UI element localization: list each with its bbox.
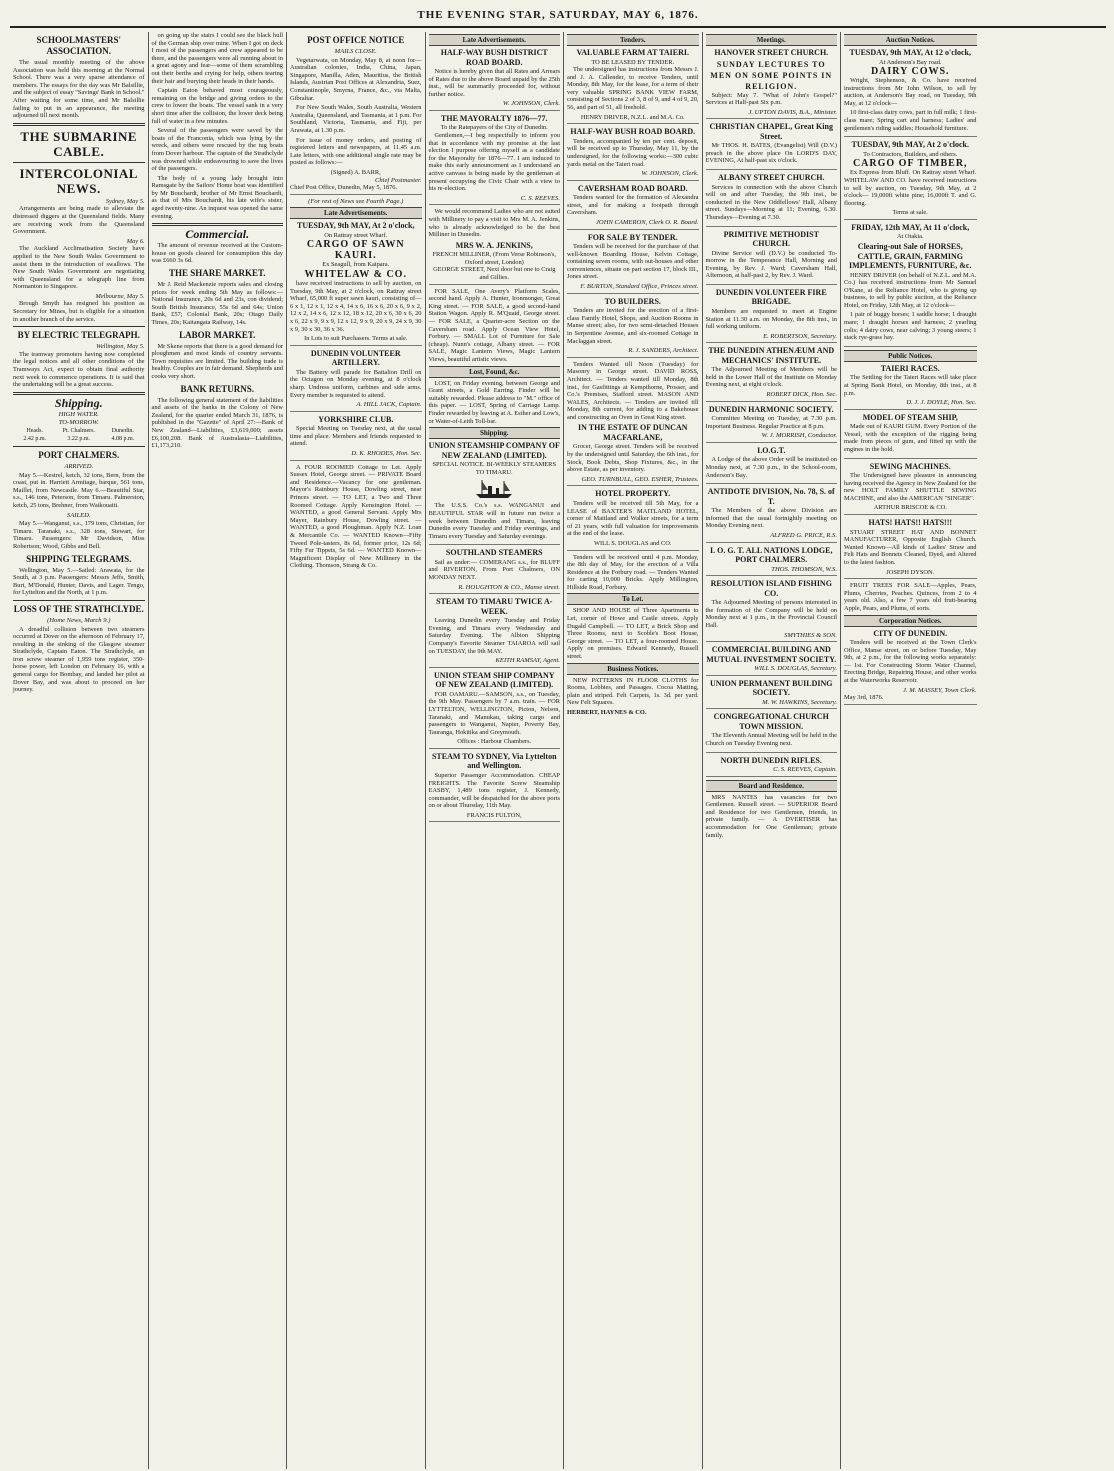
- advertisement: [567, 233, 699, 294]
- ad-sig: J. M. MASSEY, Town Clerk.: [902, 686, 977, 694]
- ad-title: DUNEDIN HARMONIC SOCIETY.: [708, 404, 834, 414]
- ad-title: THE MAYORALTY 1876—77.: [441, 113, 548, 123]
- paragraph: Several of the passengers were saved by the boats of the Franconia, which was lying by the wreck, and others were rescued by the tug boats from Dover harbour. The captain of the Strathclyde was drowned while endeavouring to save the lives of the passengers.: [151, 127, 283, 173]
- ad-sig: THOS. THOMSON, W.S.: [771, 565, 837, 573]
- paragraph: The Auckland Acclimatisation Society have applied to the New South Wales Government to assist them in the introduction of swallows. The New South Wales Government are negotiating with Queensland for a telegraph line from Normanton to Singapore.: [13, 245, 145, 291]
- ad-sig: ROBERT DICK, Hon. Sec.: [766, 391, 837, 399]
- signature: Chief Post Office, Dunedin, May 5, 1876.: [290, 184, 398, 192]
- classified-ads: A FOUR ROOMED Cottage to Let. Apply Sussex Hotel, George street. — PRIVATE Board and Residence.—Vacancy for one gentleman. Mayor's Rainbury House, Dowling street, near Princes street. — TO LET, a Two and Three Roomed Cottage. Apply Kensington Hotel. — WANTED, a good General Servant. Apply Mrs Mayer, Rainbury House, Dowling street. — WANTED, a good Ploughman. Apply N.Z. Loan & Mercantile Co. — WANTED Known—Fifty Tweed Pole-tasters, 8s 6d, former price, 12s 6d; Fifty Fur Tippets, 5s 6d. — WANTED Known—Magnificent Display of New Millinery in the Clothing. Thomson, Strang & Co.: [290, 463, 422, 570]
- ad-title: Clearing-out Sale of HORSES, CATTLE, GRAIN, FARMING IMPLEMENTS, FURNITURE, &c.: [849, 242, 972, 270]
- section-bar: Shipping.: [429, 427, 561, 439]
- advertisement: [706, 288, 838, 343]
- ad-body: Members are requested to meet at Engine Station at 11.30 a.m. on Monday, the 8th inst., in full working uniform.: [705, 307, 837, 331]
- heading: THE SHARE MARKET.: [168, 268, 266, 279]
- section-bar: Business Notices.: [567, 663, 699, 675]
- ad-title: SEWING MACHINES.: [869, 461, 951, 471]
- ad-sig: A. HILL JACK, Captain.: [356, 401, 422, 409]
- advertisement: [429, 208, 561, 284]
- ad-title: COMMERCIAL BUILDING AND MUTUAL INVESTMENT SOCIETY.: [706, 645, 837, 664]
- paragraph: on going up the stairs I could see the black hull of the German ship over mine. When I got on deck I most of the passengers and crew appeared to be there, and the passengers were all running about in a great agony and fear—some of them scrambling out their berths and crying for help, others tearing their hair and burying their heads in their hands.: [151, 32, 283, 85]
- board-ads: MRS NANTES has vacancies for two Gentlemen. Russell street. — SUPERIOR Board and Residence for two Gentlemen, friends, in private family. — A DVERTISER has accommodation for One Gentleman; private family.: [705, 793, 837, 839]
- ad-title: DUNEDIN VOLUNTEER FIRE BRIGADE.: [715, 287, 827, 307]
- ad-title: I. O. G. T. ALL NATIONS LODGE, PORT CHALMERS.: [710, 545, 833, 565]
- heading: SHIPPING TELEGRAMS.: [26, 553, 132, 564]
- ad-sig: D. J. J. DOYLE, Hon. Sec.: [906, 399, 977, 407]
- ad-sub: TO BE LEASED BY TENDER.: [591, 58, 675, 66]
- advertisement: [844, 48, 977, 137]
- ad-title: STEAM TO SYDNEY, Via Lyttelton and Wellington.: [431, 751, 557, 771]
- classified-ads: Tenders Wanted till Noon (Tuesday) for Masonry in George street. DAVID ROSS, Architect. — Tenders wanted till Monday, 8th inst., for Gasfittings at Kempthorne, Prosser, and Co.'s Premises, Stafford street. MASON AND WALES, Architects. — Tenders are invited till Monday, 8th current, for adding to a Bakehouse and constructing an Oven in Great King street.: [567, 360, 699, 421]
- advertisement: [844, 413, 977, 459]
- ad-body: Ex Express from Bluff. On Rattray street Wharf. WHITELAW AND CO. have received instructions to sell by auction, on Tuesday, 9th May, at 2 o'clock— 19,000ft white pine; 16,000ft T. and G. flooring.: [844, 169, 977, 207]
- ad-list: 1 pair of buggy horses; 1 saddle horse; 1 draught mare; 1 draught horses and harness; 2 yearling colts; 4 dairy cows, near calving; 3 young steers; 1 stack rye-grass hay.: [844, 311, 977, 342]
- section-bar: Tenders.: [567, 34, 699, 46]
- subheading: MAILS CLOSE.: [334, 48, 377, 55]
- dateline: May 6.: [126, 237, 145, 245]
- ad-body: The Adjourned Meeting of persons interested in the formation of the Company will be held on Monday next at 1 p.m., in the Provincial Council Hall.: [705, 599, 837, 629]
- ad-body: FOR OAMARU.—SAMSON, s.s., on Tuesday, the 9th May. Passengers by 7 a.m. train. — FOR LYTTELTON, WELLINGTON, Picton, Nelson, Taranaki, and Manukau, taking cargo and passengers to Wanganui, Napier, Poverty Bay, Tauranga, Hokitika and Greymouth.: [428, 690, 560, 736]
- ad-body: Services in connection with the above Church will on and after Tuesday, the 9th inst., be conducted in the New Oddfellows' Hall, Albany street. Sundays—Morning at 11; Evening, 6.30. Thursdays—Evening at 7.30.: [705, 183, 837, 221]
- ad-body: HENRY DRIVER (on behalf of N.Z.L. and M.A. Co.) has received instructions from Mr Samuel O'Kane, at the Reliance Hotel, who is giving up business, to sell by public auction, at the Reliance Hotel, on Friday, 12th May, at 12 o'clock—: [844, 271, 977, 309]
- ad-title: HALF-WAY BUSH DISTRICT ROAD BOARD.: [440, 48, 548, 67]
- advertisement: [706, 487, 838, 542]
- ad-sig: Offices : Harbour Chambers.: [457, 738, 532, 746]
- ad-title: NORTH DUNEDIN RIFLES.: [720, 755, 822, 765]
- ad-body: Superior Passenger Accommodation. CHEAP FREIGHTS. The Favorite Screw Steamship EASBY, 1,489 tons register, J. Kennedy, commander, will be despatched for the above ports on or about Thursday, 11th May.: [428, 771, 560, 810]
- paragraph: For New South Wales, South Australia, Western Australia, Queensland, and Tasmania, at 1 p.m. For Southland, Victoria, Tasmania, and Fiji, per Arawata, at 1.30 p.m.: [290, 104, 422, 134]
- heading: BANK RETURNS.: [180, 383, 254, 394]
- ad-body: A Lodge of the above Order will be instituted on Monday next, at 7.30 p.m., in the School-room, Anderson's Bay.: [705, 456, 837, 479]
- section-bar: Public Notices.: [844, 350, 977, 362]
- paragraph: Wellington, May 5.—Sailed: Arawata, for the South, at 3 p.m. Passengers: Messrs Jeffs, Smith, Burt, M'Donald, Hunter, Davis, and Lager. Tengo, for Lyttelton and the North, at 1 p.m.: [13, 566, 145, 597]
- ad-body: Leaving Dunedin every Tuesday and Friday Evening, and Timaru every Wednesday and Saturday Evening. The Albion Shipping Company's Favorite Steamer TAIAROA will sail on TUESDAY, the 9th MAY.: [428, 617, 560, 655]
- ad-title: HALF-WAY BUSH ROAD BOARD.: [570, 127, 696, 137]
- paragraph: May 5.—Kestrel, ketch, 32 tons, Bern, from the coast, put in. Harriett Armitage, barque, 561 tons, Maillet, from Newcastle. May 6.—Beautiful Star, s.s., 146 tons, Peterson, from Timaru. Palmerston, ketch, 25 tons, Brehner, from Waikouaiti.: [13, 471, 145, 509]
- ad-sig: JOHN CAMERON, Clerk O. R. Board.: [596, 219, 699, 226]
- ad-body: The Adjourned Meeting of Members will be held in the Lower Hall of the Institute on Monday Evening next, at eight o'clock.: [705, 366, 837, 389]
- ad-title: IN THE ESTATE OF DUNCAN MACFARLANE,: [578, 423, 688, 442]
- tide-col: Pt. Chalmers.: [62, 428, 95, 434]
- ad-date: TUESDAY, 9th MAY, At 2 o'clock,: [296, 221, 415, 231]
- advertisement: [429, 48, 561, 111]
- dateline: Melbourne, May 5.: [95, 292, 145, 300]
- tide-table-header: [13, 428, 145, 435]
- ad-sub: SPECIAL NOTICE. BI-WEEKLY STEAMERS TO TIMARU.: [432, 461, 556, 476]
- column-3: [287, 32, 426, 1469]
- tide-sub: TO-MORROW.: [58, 419, 99, 427]
- ad-date: TUESDAY, 9th MAY, At 2 o'clock.: [851, 140, 969, 150]
- ad-body: Gentlemen,—I beg respectfully to inform you that in accordance with my promise at the last election I purpose offering myself as a candidate for the Mayoralty for 1876—77. I am induced to make this early announcement as I understand an active canvass is being made by the gentleman at present occupying the Civic Chair with a view to his re-election.: [428, 132, 560, 193]
- ad-body: Tenders, accompanied by ten per cent. deposit, will be received up to Thursday, May 11, by the undersigned, for the following works:—300 cubic yards metal on the Taieri road.: [567, 137, 699, 168]
- tide-val: 4.08 p.m.: [111, 436, 135, 442]
- ad-title: FOR SALE BY TENDER.: [587, 232, 678, 242]
- ad-sig: M. W. HAWKINS, Secretary.: [762, 698, 837, 706]
- advertisement: [844, 629, 977, 705]
- advertisement: [706, 446, 838, 484]
- ad-title: CONGREGATIONAL CHURCH TOWN MISSION.: [713, 712, 829, 731]
- divider: [13, 392, 145, 395]
- advertisement: [429, 597, 561, 668]
- ad-body: The Battery will parade for Battalion Drill on the Octagon on Monday evening, at 8 o'clock sharp. Undress uniform, carbines and side arms. Every member is requested to attend.: [290, 368, 422, 399]
- advertisement: [844, 140, 977, 220]
- paragraph: Captain Eaton behaved most courageously, remaining on the bridge and giving orders to the crew to lower the boats. The vessel sank in a very short time after the collision, the lower deck being full of water in a few minutes.: [151, 87, 283, 125]
- divider: [152, 223, 284, 226]
- ad-body: Wright, Stephenson, & Co. have received instructions from Mr John Wilson, to sell by auction, at Anderson's Bay road, on Tuesday, 9th May, at 12 o'clock—: [844, 77, 977, 107]
- paragraph: Arrangements are being made to alleviate the distressed diggers at the Queensland fields. Many are receiving work from the Queensland Government.: [13, 205, 145, 236]
- advertisement: [429, 671, 561, 749]
- subheading: (Home News, March 9.): [47, 616, 111, 624]
- ad-date: May 3rd, 1876.: [844, 694, 884, 702]
- advertisement: [706, 645, 838, 676]
- heading: SCHOOLMASTERS' ASSOCIATION.: [36, 35, 122, 56]
- columns: [10, 32, 1106, 1469]
- ad-body: Committee Meeting on Tuesday, at 7.30 p.m. Important Business. Regular Practice at 8 p.m.: [705, 415, 837, 430]
- ad-body: The Eleventh Annual Meeting will be held in the Church on Tuesday Evening next.: [705, 732, 837, 747]
- ad-date: TUESDAY, 9th MAY, At 12 o'clock,: [849, 48, 971, 57]
- ad-title: YORKSHIRE CLUB.: [318, 414, 394, 424]
- paragraph: For issue of money orders, and posting of registered letters and newspapers, at 11.45 a.m. Late letters, with one additional single rate may be posted as follows:—: [290, 136, 422, 167]
- ad-title: MRS W. A. JENKINS,: [455, 240, 533, 250]
- ad-title: SOUTHLAND STEAMERS: [445, 548, 543, 558]
- dateline: Wellington, May 5.: [96, 343, 145, 351]
- advertisement: [706, 48, 838, 119]
- ad-sig: SMYTHIES & SON.: [784, 631, 837, 639]
- ad-sig: KEITH RAMSAY, Agent.: [495, 657, 560, 665]
- ad-body: We would recommend Ladies who are not suited with Millinery to pay a visit to Mrs M. A. Jenkins, who is already acknowledged to be the best Milliner in Dunedin.: [428, 208, 560, 239]
- ad-title: VALUABLE FARM AT TAIERI.: [576, 48, 689, 57]
- ad-sub: To the Ratepayers of the City of Dunedin.: [440, 124, 548, 132]
- advertisement: [290, 415, 422, 461]
- ad-title: THE DUNEDIN ATHENÆUM AND MECHANICS' INSTITUTE.: [708, 346, 835, 365]
- section-bar: Late Advertisements.: [290, 207, 422, 219]
- ad-body: Special Meeting on Tuesday next, at the usual time and place. Members and friends requested to attend.: [290, 425, 422, 448]
- ad-title: UNION PERMANENT BUILDING SOCIETY.: [709, 678, 833, 698]
- section-bar: Board and Residence.: [706, 780, 838, 792]
- ad-body: The Members of the above Division are informed that the usual fortnightly meeting on Monday Evening next.: [705, 507, 837, 530]
- tide-title: HIGH WATER.: [58, 410, 99, 418]
- column-1: [10, 32, 149, 1469]
- notice: (For rest of News see Fourth Page.): [308, 197, 404, 205]
- ad-sub: FRENCH MILLINER, (From Verse Robinson's, Oxford street, London): [432, 251, 557, 266]
- tide-col: Dunedin.: [111, 428, 134, 434]
- ad-title: RESOLUTION ISLAND FISHING CO.: [710, 579, 832, 598]
- advertisement: [567, 48, 699, 124]
- ad-body: Grocer, George street. Tenders will be received by the undersigned until Saturday, the 6th inst., for Stock, Book Debts, Shop Fixtures, &c., in the above Estate, as per inventory.: [567, 443, 699, 474]
- column-7: [841, 32, 980, 1469]
- ad-place: On Rattray street Wharf.: [324, 231, 388, 239]
- ad-body: Tenders will be received for the purchase of that well-known Boarding House, Kelvin Cottage, containing seven rooms, with out-houses and other conveniences, situate on part section 17, block III., Jones street.: [567, 243, 699, 281]
- classified-ads: Tenders will be received until 4 p.m. Monday, the 8th day of May, for the erection of a Villa Residence at the Forbury road. — Tenders Wanted for carting 10,000 Bricks. Apply Millington, Hillside Road, Forbury.: [567, 553, 699, 591]
- paragraph: The body of a young lady brought into Ramsgate by the Sailors' Home boat was identified by Mr Bouchardt, brother of Mr Ernst Bouchardt, as that of Mrs Bouchardt, his late wife's sister, aged twenty-nine. An inquest was opened the same evening.: [151, 174, 283, 220]
- paragraph: The tramway promoters having now completed the legal notices and all other conditions of the Tramways Act, expect to obtain final authority next week to commence operations. It is said that the undertaking will be a great success.: [13, 350, 145, 389]
- tide-val: 3.22 p.m.: [67, 436, 91, 442]
- ad-sub: Ex Seagull, from Kaipara.: [322, 261, 390, 269]
- column-6: [703, 32, 842, 1469]
- ad-title: CHRISTIAN CHAPEL, Great King Street.: [709, 122, 833, 141]
- ad-addr: GEORGE STREET, Next door but one to Craig and Gillies.: [433, 266, 556, 282]
- ad-title: UNION STEAMSHIP COMPANY OF NEW ZEALAND (LIMITED).: [428, 441, 560, 460]
- advertisement: [567, 127, 699, 180]
- ad-title: ANTIDOTE DIVISION, No. 78, S. of T.: [707, 487, 835, 506]
- ad-body: The undersigned has instructions from Messrs J. and J. A. Callender, to receive Tenders, until Monday, 8th May, for the lease, for a term of their very valuable SPRING BANK VIEW FARM, consisting of Sections 2 of 3, 8 of 9, and 4 of 9, 20, 56, and part of 51, all freehold.: [567, 66, 699, 112]
- ad-title: ALBANY STREET CHURCH.: [718, 173, 825, 183]
- ad-title: UNION STEAM SHIP COMPANY OF NEW ZEALAND (LIMITED).: [433, 670, 555, 690]
- ad-title: CAVERSHAM ROAD BOARD.: [577, 183, 688, 193]
- ad-sig: F. BURTON, Standard Office, Princes street.: [580, 283, 699, 291]
- ad-body: Notice is hereby given that all Rates and Arrears of Rates due to the above Board unpaid by the 25th inst., will be summarily proceeded for, without further notice.: [428, 68, 560, 98]
- heading: POST OFFICE NOTICE: [307, 35, 405, 45]
- advertisement: [290, 221, 422, 345]
- ad-body: Subject: May 7. "What of John's Gospel?" Services at Half-past Six p.m.: [705, 91, 837, 107]
- advertisement: [429, 548, 561, 594]
- column-2: [149, 32, 288, 1469]
- ad-body: The Undersigned have pleasure in announcing having received the Agency in New Zealand for the new HOLT FAMILY SHUTTLE SEWING MACHINE, and also the AMERICAN "SINGER".: [844, 472, 977, 502]
- lost-found: LOST, on Friday evening, between George and Grant streets, a Gold Earring. Finder will be suitably rewarded. Please address to "M." office of this paper. — LOST, Spring of Carriage Lamp. Finder rewarded by leaving at A. Esther and Low's, or Water-of-Leith Toll-bar.: [428, 379, 560, 425]
- advertisement: [706, 346, 838, 401]
- ad-place: At Anderson's Bay road.: [878, 58, 942, 66]
- ad-sig: ALFRED G. PRICE, R.S.: [770, 532, 837, 539]
- ad-sig: ARTHUR BRISCOE & CO.: [873, 504, 947, 512]
- heading: LABOR MARKET.: [179, 329, 256, 340]
- ad-title: HOTEL PROPERTY.: [595, 489, 671, 499]
- ad-sig: GEO. TURNBULL, GEO. ESHER, Trustees.: [581, 475, 699, 483]
- advertisement: [844, 518, 977, 579]
- ad-body: The Settling for the Taieri Races will take place at Spring Bank Hotel, on Monday, 8th inst., at 8 p.m.: [844, 374, 977, 397]
- ad-body: Mr THOS. H. BATES, (Evangelist) Will (D.V.) preach in the above place On LORD'S DAY, EVENING, At half-past six o'clock.: [705, 142, 837, 165]
- ad-title: I.O.G.T.: [757, 445, 786, 455]
- advertisement: [844, 223, 977, 347]
- ad-lots: In Lots to suit Purchasers. Terms at sale.: [304, 335, 408, 343]
- advertisement: [706, 173, 838, 226]
- advertisement: [567, 489, 699, 550]
- advertisement: [706, 546, 838, 577]
- ad-body: Tenders wanted for the formation of Alexandra street, and for making a footpath through Caversham.: [567, 194, 699, 217]
- section-bar: Late Advertisements.: [429, 34, 561, 46]
- section-bar: To Let.: [567, 593, 699, 605]
- ad-body: Sail as under:— COMERANG s.s., for BLUFF and RIVERTON, From Port Chalmers, ON MONDAY NEXT.: [428, 558, 560, 581]
- heading: BY ELECTRIC TELEGRAPH.: [17, 330, 140, 341]
- ad-sig: W. JOHNSON, Clerk.: [641, 170, 699, 178]
- ad-sig: Terms at sale.: [892, 209, 928, 217]
- heading: INTERCOLONIAL NEWS.: [19, 165, 138, 196]
- steamship-icon: [474, 478, 514, 500]
- ad-body: have received instructions to sell by auction, on Tuesday, 9th May, at 2 o'clock, on Rattray street Wharf, 65,000 ft super sawn kauri, consisting of— 6 x 1, 12 x 1, 12 x 4, 14 x 6, 16 x 6, 20 x 6, 9 x 2, 12 x 2, 14 x 6, 12 x 12, 18 x 12, 20 x 6, 30 x 6, 20 x 6, 22 x 9, 9 x 9, 12 x 12, 9 x 9, 20 x 9, 24 x 9, 30 x 9, 30 x 30, 36 x 36.: [290, 279, 422, 333]
- advertisement: [706, 405, 838, 443]
- heading: PORT CHALMERS.: [38, 450, 120, 460]
- heading: LOSS OF THE STRATHCLYDE.: [13, 603, 144, 614]
- column-5: [564, 32, 703, 1469]
- ad-title: DUNEDIN VOLUNTEER ARTILLERY.: [310, 348, 401, 368]
- subheading: ARRIVED.: [64, 463, 94, 470]
- ad-body: Divine Service will (D.V.) be conducted To-morrow in the Temperance Hall, Morning and Evening, by Rev. J. Ward; Caversham Hall, Afternoon, at half-past 2, by Rev. J. Ward.: [705, 249, 837, 280]
- ad-title: CARGO OF SAWN KAURI.: [306, 239, 405, 262]
- advertisement: [567, 297, 699, 358]
- ad-sub: SUNDAY LECTURES TO MEN ON SOME POINTS IN RELIGION.: [710, 59, 833, 91]
- classified-ads: FRUIT TREES FOR SALE—Apples, Pears, Plums, Cherries, Peaches. Quinces, from 2 to 4 years old. Also, a few 7 years old fruit-bearing Apple, Pears, and Plums, of sorts.: [844, 582, 977, 612]
- subheading: SAILED.: [66, 511, 91, 519]
- advertisement: [844, 364, 977, 410]
- ad-place: At Otakia.: [896, 233, 924, 241]
- ad-body: Made out of KAURI GUM. Every Portion of the Vessel, with the exception of the rigging being made from pieces of gum, and fitted up with the engines in the hold.: [844, 423, 977, 453]
- paragraph: The following general statement of the liabilities and assets of the banks in the Colony of New Zealand, for the quarter ended March 31, 1876, is published in the "Gazette" of April 27:—Bank of New Zealand—Liabilities, £3,619,000; assets £6,100,208. Bank of Australasia—Liabilities, £1,173,210.: [151, 396, 283, 450]
- ad-sig: D. K. RHODES, Hon. Sec.: [351, 449, 422, 457]
- advertisement: [706, 712, 838, 752]
- ad-title: PRIMITIVE METHODIST CHURCH.: [723, 229, 819, 249]
- advertisement: [567, 184, 699, 230]
- advertisement: [290, 349, 422, 412]
- classified-ads: FOR SALE, One Avery's Platform Scales, second hand. Apply A. Hunter, Ironmonger, Great King street. — FOR SALE, a good second-hand Station Wagon. Apply R. M'Quaid, George street. — FOR SALE, a Quarter-acre Section on the Caversham road. Apply Ocean View Hotel, Forbury. — SMALL Lot of Furniture for Sale (cheap). Nunn's cottage, Albany street. — FOR SALE, Magic Lantern Views, Magic Lantern Views, beautiful artistic views.: [428, 287, 560, 363]
- ad-body: The U.S.S. Co.'s s.s. WANGANUI and BEAUTIFUL STAR will in future run twice a week between Dunedin and Timaru, leaving Dunedin every Tuesday and Friday evenings, and Timaru every Tuesday and Saturday evenings.: [428, 502, 560, 540]
- signature: Chief Postmaster.: [374, 176, 422, 184]
- divider: [13, 326, 145, 327]
- advertisement: [706, 679, 838, 710]
- signature-block: [290, 169, 422, 195]
- advertisement: [844, 462, 977, 515]
- signature: (Signed) A. BARR,: [330, 168, 381, 176]
- paragraph: A dreadful collision between two steamers occurred at Dover on the afternoon of February 17, resulting in the sinking of the Glasgow steamer Strathclyde, Captain Eaton. The Strathclyde, an iron screw steamer of 1,959 tons register, 350-horse power, left London on February 16, with a general cargo for Bombay, and landed her pilot at Dover Bay, and was about to proceed on her journey.: [13, 625, 145, 694]
- ad-date: FRIDAY, 12th MAY, At 11 o'clock,: [851, 222, 970, 232]
- ad-sig: W. JOHNSON, Clerk.: [502, 100, 560, 108]
- paragraph: Vegetarwata, on Monday, May 8, at noon for—Australian colonies, India, China, Japan, Singapore, Manilla, Aden, Mauritius, the British Islands, Austrian Post Offices at Alexandria, Suez, Constantinople, Smyrna, France, &c., via Malta, Gibraltar.: [290, 56, 422, 102]
- ad-sig: E. ROBERTSON, Secretary.: [763, 332, 837, 340]
- ad-title: DAIRY COWS.: [870, 66, 950, 78]
- ad-sig: FRANCIS FULTON,: [466, 811, 522, 819]
- advertisement: [429, 114, 561, 205]
- ad-body: Tenders are invited for the erection of a first-class Family Hotel, Shops, and Auction Rooms in Manse street; also, for two semi-detached Houses in Serpentine Avenue, and six-roomed Cottage in Maclaggan street.: [567, 307, 699, 345]
- ad-sig: R. J. SANDERS, Architect.: [628, 347, 699, 355]
- ad-body: Tenders will be received till 5th May, for a LEASE of BAXTER'S MAITLAND HOTEL, corner of Maitland and Walker streets, for a term of 21 years, with full valuation for improvements at the end of the lease.: [567, 499, 699, 538]
- paragraph: The usual monthly meeting of the above Association was held this morning at the Normal School. There was a very sparse attendance of members. The essays for the day was Mr Balsillie, and the subject of essay "Savings' Bank in School." After waiting for some time, and Mr Balsillie failing to put in an appearance, the meeting adjourned till next month.: [13, 59, 145, 120]
- paragraph: Mr Skene reports that there is a good demand for ploughmen and most kinds of country servants. Town requisites are limited. The building trade is healthy. Couples are in fair demand. Shepherds and cooks very short.: [151, 342, 283, 380]
- paragraph: Brough Smyth has resigned his position as Secretary for Mines, but is eligible for a situation in another branch of the service.: [13, 300, 145, 323]
- heading: Shipping.: [54, 395, 103, 410]
- advertisement: [567, 423, 699, 486]
- ad-sig: C. S. REEVES.: [520, 194, 560, 202]
- ad-sig: R. HOUGHTON & CO., Manse street.: [458, 583, 560, 591]
- ad-firm: WHITELAW & CO.: [304, 268, 407, 280]
- ad-title: TAIERI RACES.: [880, 363, 940, 373]
- dateline: Sydney, May 5.: [105, 197, 145, 205]
- ad-title: TO BUILDERS.: [604, 296, 661, 306]
- advertisement: [429, 752, 561, 823]
- column-4: [426, 32, 565, 1469]
- section-bar: Corporation Notices.: [844, 615, 977, 627]
- ad-title: CITY OF DUNEDIN.: [873, 628, 948, 638]
- ad-title: HANOVER STREET CHURCH.: [714, 48, 829, 57]
- divider: [13, 600, 145, 601]
- paragraph: The amount of revenue received at the Custom-house on goods cleared for consumption this day was £660 3s 6d.: [151, 242, 283, 265]
- ad-sig: C. S. REEVES, Captain.: [773, 766, 837, 774]
- divider: [13, 162, 145, 163]
- ad-sig: WILL S. DOUGLAS and CO.: [593, 539, 672, 547]
- ad-sig: JOSEPH DYSON.: [886, 568, 935, 576]
- ad-list: 10 first-class dairy cows, part in full milk; 1 first-class mare; Spring cart and harness; Ladies' and gentlemen's riding saddles; Household furniture.: [844, 109, 977, 132]
- paragraph: May 5.—Wanganui, s.s., 179 tons, Christian, for Timaru. Taranaki, s.s., 328 tons, Stewart, for Timaru. Passengers: Mr Davidson, Miss Robertson; Wood, Gibbs and Bell.: [13, 520, 145, 550]
- masthead: [10, 4, 1106, 28]
- heading: Commercial.: [185, 227, 250, 242]
- ad-title: CARGO OF TIMBER,: [852, 158, 968, 170]
- masthead-title: THE EVENING STAR, SATURDAY, MAY 6, 1876.: [417, 9, 699, 21]
- ad-sig: W. J. MORRISH, Conductor.: [761, 432, 837, 440]
- tide-val: 2.42 p.m.: [23, 436, 47, 442]
- ad-sub: To Contractors, Builders, and others.: [863, 150, 958, 158]
- ad-title: MODEL OF STEAM SHIP,: [862, 412, 958, 422]
- paragraph: Mr J. Reid Mackenzie reports sales and closing prices for week ending 5th May as follows:—National Insurance, 20s 6d and 23s, con dividend; South British Insurance, 55s 6d and 64s; Union Bank, £57; Colonial Bank, 20s; Otago Daily Times, 20s; Kaitangata Railway, 14s.: [151, 281, 283, 326]
- heading: THE SUBMARINE CABLE.: [20, 128, 138, 159]
- ad-body: Tenders will be received at the Town Clerk's Office, Manse street, on or before Tuesday, May 9th, at 2 p.m., for the following works separately:— 1st. For Constructing Storm Water Channel, Erecting Bridge, Repairing House, and other works at the Waterworks Reservoir.: [844, 639, 977, 684]
- divider: [13, 446, 145, 447]
- ad-sig: HENRY DRIVER, N.Z.L. and M.A. Co.: [580, 113, 685, 121]
- ad-sig: J. UPTON DAVIS, B.A., Minister.: [748, 108, 837, 116]
- to-let-ads: SHOP AND HOUSE of Three Apartments to Let, corner of Howe and Castle streets. Apply Dugald Campbell. — TO LET, a Brick Shop and Three Rooms, next to Scoble's Boot House, George street. — TO LET, a four-roomed House. Apply on premises. Edward Kennedy, Russell street.: [567, 607, 699, 661]
- advertisement: [706, 756, 838, 777]
- advertisement: [706, 230, 838, 285]
- ad-title: STEAM TO TIMARU TWICE A-WEEK.: [436, 597, 553, 616]
- ad-title: HATS! HATS!! HATS!!!: [868, 518, 953, 528]
- advertisement: [706, 579, 838, 642]
- ad-body: STUART STREET HAT AND BONNET MANUFACTURER, Opposite English Church. Wanted Known—All kinds of Ladies' Straw and Felt Hats and Bonnets Cleaned, Dyed, and Altered to the latest fashion.: [844, 528, 977, 566]
- ad-sig: HERBERT, HAYNES & CO.: [567, 709, 647, 716]
- advertisement: [429, 441, 561, 545]
- tide-col: Heads.: [26, 428, 43, 434]
- business-notice: NEW PATTERNS IN FLOOR CLOTHS for Rooms, Lobbies, and Passages. Cocoa Matting, plain and striped. Felt Carpets, 1s. 3d. per yard. New Felt Squares.: [567, 676, 699, 707]
- section-bar: Lost, Found, &c.: [429, 366, 561, 378]
- advertisement: [706, 122, 838, 170]
- section-bar: Meetings.: [706, 34, 838, 46]
- tide-table-row: [13, 436, 145, 443]
- divider: [13, 123, 145, 126]
- ad-sig: WILL S. DOUGLAS, Secretary.: [754, 665, 837, 673]
- section-bar: Auction Notices.: [844, 34, 977, 46]
